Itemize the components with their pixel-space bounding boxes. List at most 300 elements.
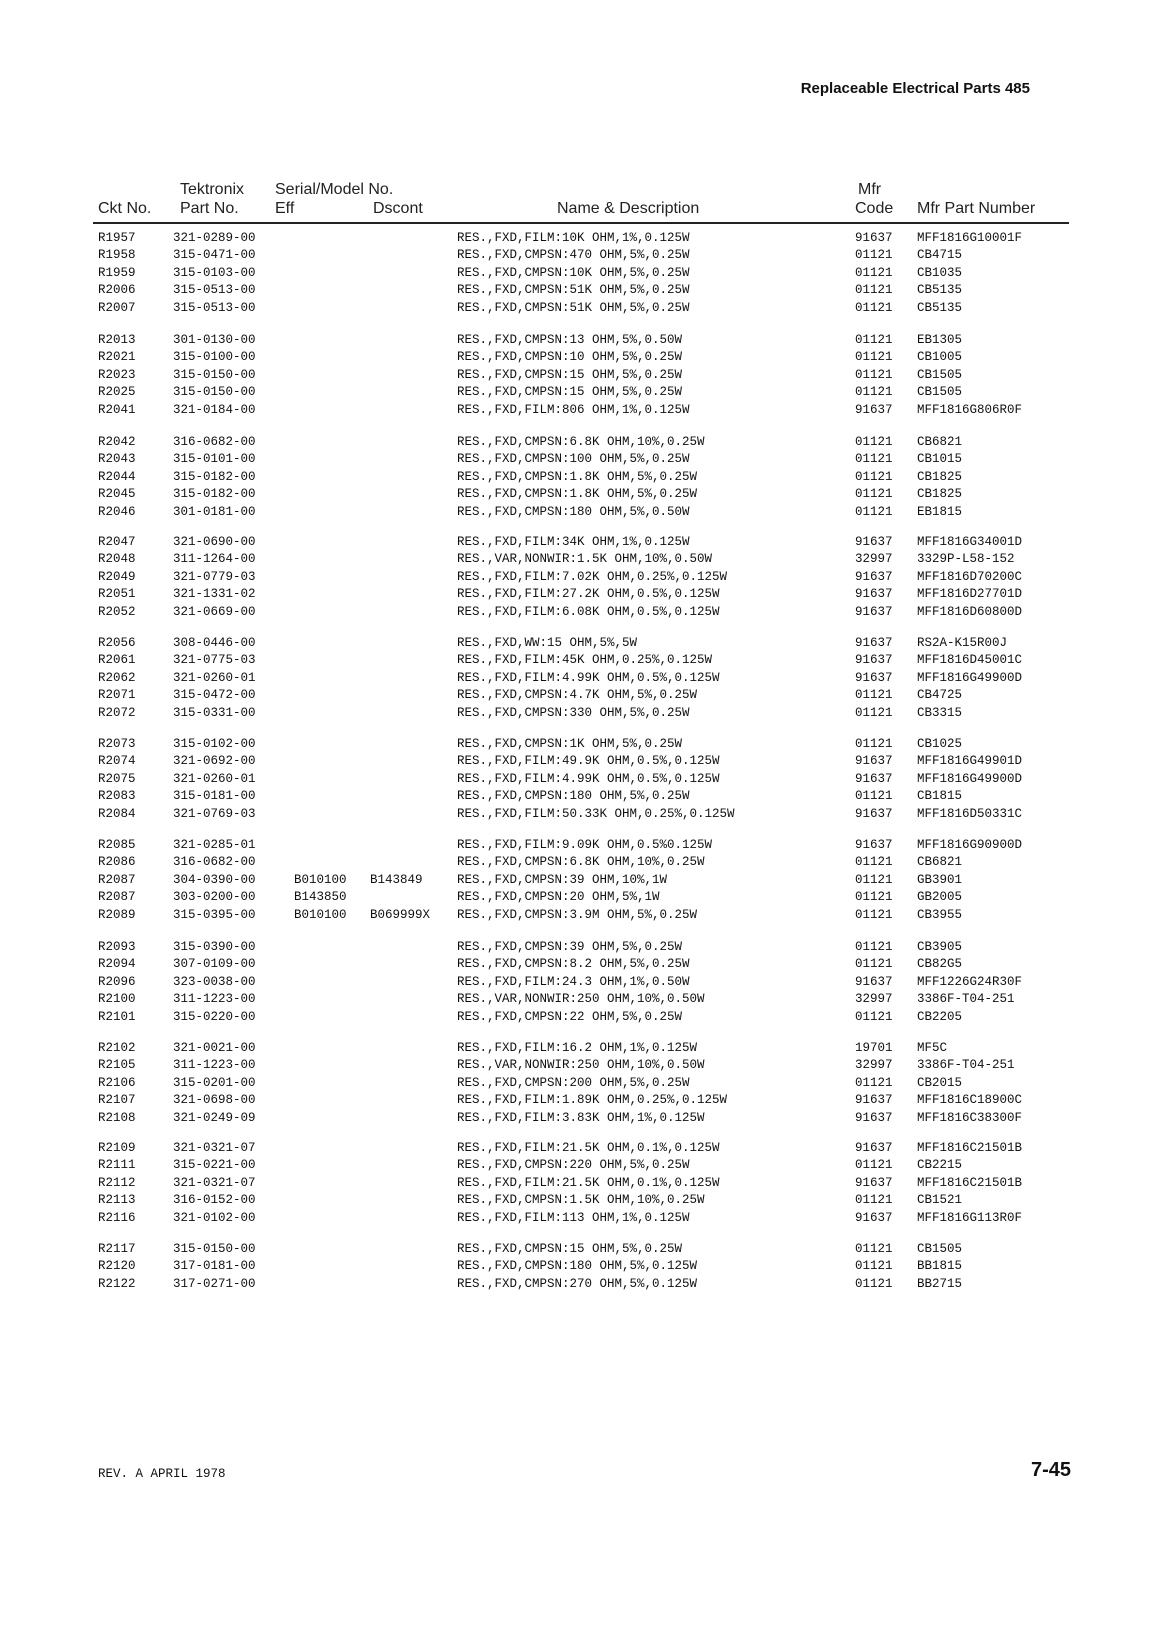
table-row <box>0 1176 1153 1193</box>
part-no-cell: 321-0775-03 <box>173 653 256 668</box>
revision-note: REV. A APRIL 1978 <box>98 1467 226 1481</box>
table-row <box>0 789 1153 806</box>
part-no-cell: 301-0181-00 <box>173 504 256 519</box>
table-row <box>0 957 1153 974</box>
ckt-no-cell: R2107 <box>98 1093 136 1108</box>
page-header-title: Replaceable Electrical Parts 485 <box>800 80 1030 97</box>
table-row <box>0 940 1153 957</box>
row-group <box>0 231 1153 318</box>
mfr-code-cell: 91637 <box>855 1141 893 1155</box>
part-no-cell: 315-0390-00 <box>173 940 256 954</box>
part-no-cell: 321-0102-00 <box>173 1210 256 1225</box>
mfr-part-number-cell: 3386F-T04-251 <box>917 992 1015 1007</box>
part-no-cell: 316-0152-00 <box>173 1193 256 1208</box>
part-no-cell: 321-0321-07 <box>173 1141 256 1155</box>
mfr-part-number-cell: MFF1816D60800D <box>917 604 1023 619</box>
table-row <box>0 653 1153 670</box>
mfr-part-number-cell: MFF1816C21501B <box>917 1175 1023 1190</box>
mfr-code-cell: 91637 <box>855 402 893 417</box>
part-no-cell: 303-0200-00 <box>173 890 256 905</box>
table-row <box>0 1111 1153 1128</box>
description-cell: RES.,FXD,CMPSN:8.2 OHM,5%,0.25W <box>457 957 690 972</box>
ckt-no-cell: R2109 <box>98 1141 136 1155</box>
part-no-cell: 321-0249-09 <box>173 1110 256 1125</box>
mfr-part-number-cell: CB1505 <box>917 385 963 400</box>
part-no-cell: 311-1223-00 <box>173 992 256 1007</box>
mfr-code-cell: 01121 <box>855 737 893 751</box>
mfr-part-number-cell: GB2005 <box>917 890 963 905</box>
description-cell: RES.,FXD,FILM:50.33K OHM,0.25%,0.125W <box>457 806 735 821</box>
table-row <box>0 1193 1153 1210</box>
part-no-cell: 315-0181-00 <box>173 789 256 804</box>
mfr-code-cell: 91637 <box>855 1175 893 1190</box>
col-mfr-part-number: Mfr Part Number <box>917 200 1036 217</box>
mfr-part-number-cell: CB1825 <box>917 487 963 502</box>
col-tektronix-label: Tektronix <box>180 181 245 198</box>
mfr-part-number-cell: CB82G5 <box>917 957 963 972</box>
mfr-code-cell: 01121 <box>855 1009 893 1024</box>
mfr-code-cell: 91637 <box>855 535 893 549</box>
ckt-no-cell: R2083 <box>98 789 136 804</box>
part-no-cell: 315-0101-00 <box>173 452 256 467</box>
mfr-part-number-cell: CB1521 <box>917 1193 963 1208</box>
col-part-no: Part No. <box>180 200 239 217</box>
mfr-part-number-cell: MFF1816G10001F <box>917 231 1023 245</box>
mfr-part-number-cell: CB3955 <box>917 907 963 922</box>
mfr-part-number-cell: MF5C <box>917 1041 948 1055</box>
description-cell: RES.,FXD,CMPSN:330 OHM,5%,0.25W <box>457 705 690 720</box>
mfr-code-cell: 01121 <box>855 1193 893 1208</box>
mfr-code-cell: 91637 <box>855 838 893 852</box>
mfr-part-number-cell: BB2715 <box>917 1276 963 1291</box>
col-serial-model: Serial/Model No. <box>275 181 394 198</box>
description-cell: RES.,VAR,NONWIR:250 OHM,10%,0.50W <box>457 1058 705 1073</box>
part-no-cell: 315-0102-00 <box>173 737 256 751</box>
table-row <box>0 283 1153 300</box>
ckt-no-cell: R2101 <box>98 1009 136 1024</box>
table-row <box>0 435 1153 452</box>
part-no-cell: 315-0201-00 <box>173 1075 256 1090</box>
ckt-no-cell: R1959 <box>98 265 136 280</box>
table-row <box>0 1242 1153 1259</box>
col-ckt-no: Ckt No. <box>98 200 152 217</box>
description-cell: RES.,FXD,CMPSN:180 OHM,5%,0.125W <box>457 1259 698 1274</box>
table-row <box>0 636 1153 653</box>
description-cell: RES.,FXD,CMPSN:1K OHM,5%,0.25W <box>457 737 683 751</box>
table-row <box>0 1211 1153 1228</box>
mfr-code-cell: 01121 <box>855 487 893 502</box>
description-cell: RES.,FXD,FILM:10K OHM,1%,0.125W <box>457 231 690 245</box>
mfr-code-cell: 01121 <box>855 1259 893 1274</box>
part-no-cell: 321-0184-00 <box>173 402 256 417</box>
ckt-no-cell: R2096 <box>98 974 136 989</box>
description-cell: RES.,FXD,FILM:113 OHM,1%,0.125W <box>457 1210 690 1225</box>
mfr-code-cell: 01121 <box>855 248 893 263</box>
row-group <box>0 940 1153 1027</box>
mfr-code-cell: 91637 <box>855 604 893 619</box>
ckt-no-cell: R2042 <box>98 435 136 449</box>
mfr-part-number-cell: MFF1816G49901D <box>917 754 1023 769</box>
mfr-part-number-cell: 3329P-L58-152 <box>917 552 1015 567</box>
mfr-part-number-cell: CB2215 <box>917 1158 963 1173</box>
mfr-part-number-cell: MFF1816C38300F <box>917 1110 1023 1125</box>
mfr-code-cell: 91637 <box>855 1093 893 1108</box>
description-cell: RES.,FXD,CMPSN:39 OHM,5%,0.25W <box>457 940 683 954</box>
ckt-no-cell: R2094 <box>98 957 136 972</box>
mfr-code-cell: 01121 <box>855 504 893 519</box>
mfr-code-cell: 01121 <box>855 1158 893 1173</box>
part-no-cell: 307-0109-00 <box>173 957 256 972</box>
row-group <box>0 737 1153 824</box>
part-no-cell: 315-0472-00 <box>173 688 256 703</box>
part-no-cell: 321-0321-07 <box>173 1175 256 1190</box>
row-group <box>0 535 1153 622</box>
mfr-part-number-cell: CB1505 <box>917 367 963 382</box>
ckt-no-cell: R2093 <box>98 940 136 954</box>
part-no-cell: 315-0103-00 <box>173 265 256 280</box>
ckt-no-cell: R1957 <box>98 231 136 245</box>
mfr-part-number-cell: MFF1816D70200C <box>917 569 1023 584</box>
mfr-part-number-cell: MFF1816G113R0F <box>917 1210 1023 1225</box>
table-row <box>0 908 1153 925</box>
table-row <box>0 470 1153 487</box>
mfr-part-number-cell: MFF1816D45001C <box>917 653 1023 668</box>
description-cell: RES.,FXD,FILM:806 OHM,1%,0.125W <box>457 402 690 417</box>
part-no-cell: 316-0682-00 <box>173 435 256 449</box>
table-row <box>0 570 1153 587</box>
mfr-code-cell: 01121 <box>855 1075 893 1090</box>
mfr-part-number-cell: CB2205 <box>917 1009 963 1024</box>
mfr-part-number-cell: CB1505 <box>917 1242 963 1256</box>
ckt-no-cell: R2120 <box>98 1259 136 1274</box>
ckt-no-cell: R2100 <box>98 992 136 1007</box>
part-no-cell: 315-0182-00 <box>173 469 256 484</box>
table-row <box>0 333 1153 350</box>
ckt-no-cell: R2106 <box>98 1075 136 1090</box>
description-cell: RES.,FXD,CMPSN:220 OHM,5%,0.25W <box>457 1158 690 1173</box>
description-cell: RES.,FXD,CMPSN:180 OHM,5%,0.25W <box>457 789 690 804</box>
part-no-cell: 315-0150-00 <box>173 367 256 382</box>
part-no-cell: 316-0682-00 <box>173 855 256 870</box>
mfr-code-cell: 32997 <box>855 992 893 1007</box>
description-cell: RES.,FXD,CMPSN:200 OHM,5%,0.25W <box>457 1075 690 1090</box>
mfr-code-cell: 32997 <box>855 552 893 567</box>
part-no-cell: 315-0221-00 <box>173 1158 256 1173</box>
ckt-no-cell: R2025 <box>98 385 136 400</box>
ckt-no-cell: R2087 <box>98 872 136 887</box>
description-cell: RES.,FXD,CMPSN:10 OHM,5%,0.25W <box>457 350 683 365</box>
mfr-part-number-cell: CB1015 <box>917 452 963 467</box>
description-cell: RES.,FXD,FILM:21.5K OHM,0.1%,0.125W <box>457 1175 720 1190</box>
ckt-no-cell: R2111 <box>98 1158 136 1173</box>
description-cell: RES.,FXD,CMPSN:51K OHM,5%,0.25W <box>457 300 690 315</box>
description-cell: RES.,FXD,FILM:21.5K OHM,0.1%,0.125W <box>457 1141 720 1155</box>
ckt-no-cell: R2006 <box>98 283 136 298</box>
mfr-code-cell: 01121 <box>855 940 893 954</box>
part-no-cell: 321-0690-00 <box>173 535 256 549</box>
ckt-no-cell: R2108 <box>98 1110 136 1125</box>
mfr-part-number-cell: CB3905 <box>917 940 963 954</box>
ckt-no-cell: R2071 <box>98 688 136 703</box>
part-no-cell: 321-0289-00 <box>173 231 256 245</box>
mfr-part-number-cell: EB1815 <box>917 504 963 519</box>
description-cell: RES.,VAR,NONWIR:1.5K OHM,10%,0.50W <box>457 552 713 567</box>
row-group <box>0 1041 1153 1128</box>
mfr-code-cell: 01121 <box>855 367 893 382</box>
ckt-no-cell: R2087 <box>98 890 136 905</box>
mfr-code-cell: 91637 <box>855 569 893 584</box>
description-cell: RES.,FXD,CMPSN:3.9M OHM,5%,0.25W <box>457 907 698 922</box>
ckt-no-cell: R2073 <box>98 737 136 751</box>
ckt-no-cell: R2056 <box>98 636 136 650</box>
description-cell: RES.,FXD,CMPSN:1.5K OHM,10%,0.25W <box>457 1193 705 1208</box>
description-cell: RES.,FXD,FILM:4.99K OHM,0.5%,0.125W <box>457 771 720 786</box>
description-cell: RES.,FXD,CMPSN:1.8K OHM,5%,0.25W <box>457 487 698 502</box>
description-cell: RES.,FXD,CMPSN:270 OHM,5%,0.125W <box>457 1276 698 1291</box>
part-no-cell: 315-0513-00 <box>173 283 256 298</box>
part-no-cell: 301-0130-00 <box>173 333 256 347</box>
ckt-no-cell: R2112 <box>98 1175 136 1190</box>
table-row <box>0 873 1153 890</box>
mfr-part-number-cell: CB6821 <box>917 435 963 449</box>
mfr-part-number-cell: CB5135 <box>917 300 963 315</box>
table-row <box>0 754 1153 771</box>
description-cell: RES.,FXD,CMPSN:100 OHM,5%,0.25W <box>457 452 690 467</box>
table-row <box>0 737 1153 754</box>
ckt-no-cell: R2072 <box>98 705 136 720</box>
ckt-no-cell: R2085 <box>98 838 136 852</box>
mfr-part-number-cell: MFF1816C21501B <box>917 1141 1023 1155</box>
mfr-code-cell: 01121 <box>855 1276 893 1291</box>
part-no-cell: 311-1264-00 <box>173 552 256 567</box>
part-no-cell: 321-0769-03 <box>173 806 256 821</box>
table-row <box>0 1093 1153 1110</box>
mfr-part-number-cell: 3386F-T04-251 <box>917 1058 1015 1073</box>
page-number: 7-45 <box>1030 1459 1071 1481</box>
mfr-code-cell: 01121 <box>855 300 893 315</box>
col-eff: Eff <box>275 200 295 217</box>
description-cell: RES.,FXD,CMPSN:180 OHM,5%,0.50W <box>457 504 690 519</box>
col-dscont: Dscont <box>373 200 423 217</box>
table-row <box>0 231 1153 248</box>
description-cell: RES.,FXD,CMPSN:6.8K OHM,10%,0.25W <box>457 855 705 870</box>
description-cell: RES.,FXD,FILM:6.08K OHM,0.5%,0.125W <box>457 604 720 619</box>
mfr-code-cell: 01121 <box>855 688 893 703</box>
row-group <box>0 1141 1153 1228</box>
part-no-cell: 321-0692-00 <box>173 754 256 769</box>
mfr-part-number-cell: MFF1816G49900D <box>917 670 1023 685</box>
part-no-cell: 321-1331-02 <box>173 587 256 602</box>
mfr-code-cell: 01121 <box>855 855 893 870</box>
ckt-no-cell: R2086 <box>98 855 136 870</box>
mfr-code-cell: 91637 <box>855 587 893 602</box>
description-cell: RES.,FXD,CMPSN:10K OHM,5%,0.25W <box>457 265 690 280</box>
table-row <box>0 992 1153 1009</box>
ckt-no-cell: R2075 <box>98 771 136 786</box>
mfr-code-cell: 91637 <box>855 653 893 668</box>
mfr-code-cell: 01121 <box>855 705 893 720</box>
ckt-no-cell: R2047 <box>98 535 136 549</box>
ckt-no-cell: R2041 <box>98 402 136 417</box>
table-row <box>0 266 1153 283</box>
row-group <box>0 435 1153 522</box>
part-no-cell: 315-0150-00 <box>173 1242 256 1256</box>
description-cell: RES.,FXD,FILM:1.89K OHM,0.25%,0.125W <box>457 1093 728 1108</box>
col-mfr-label: Mfr <box>858 181 882 198</box>
mfr-part-number-cell: CB2015 <box>917 1075 963 1090</box>
mfr-code-cell: 01121 <box>855 350 893 365</box>
mfr-part-number-cell: CB4725 <box>917 688 963 703</box>
table-row <box>0 301 1153 318</box>
table-row <box>0 487 1153 504</box>
row-group <box>0 636 1153 723</box>
description-cell: RES.,FXD,CMPSN:15 OHM,5%,0.25W <box>457 1242 683 1256</box>
mfr-part-number-cell: EB1305 <box>917 333 963 347</box>
mfr-part-number-cell: MFF1816G90900D <box>917 838 1023 852</box>
part-no-cell: 315-0395-00 <box>173 907 256 922</box>
ckt-no-cell: R2021 <box>98 350 136 365</box>
table-row <box>0 890 1153 907</box>
description-cell: RES.,FXD,FILM:27.2K OHM,0.5%,0.125W <box>457 587 720 602</box>
table-row <box>0 1076 1153 1093</box>
mfr-code-cell: 91637 <box>855 754 893 769</box>
description-cell: RES.,FXD,FILM:34K OHM,1%,0.125W <box>457 535 690 549</box>
mfr-code-cell: 01121 <box>855 789 893 804</box>
mfr-part-number-cell: MFF1816G49900D <box>917 771 1023 786</box>
table-row <box>0 1058 1153 1075</box>
row-group <box>0 1242 1153 1294</box>
eff-cell: B010100 <box>294 872 347 887</box>
mfr-code-cell: 01121 <box>855 283 893 298</box>
ckt-no-cell: R2046 <box>98 504 136 519</box>
part-no-cell: 311-1223-00 <box>173 1058 256 1073</box>
ckt-no-cell: R2062 <box>98 670 136 685</box>
description-cell: RES.,FXD,FILM:24.3 OHM,1%,0.50W <box>457 974 690 989</box>
part-no-cell: 321-0669-00 <box>173 604 256 619</box>
description-cell: RES.,FXD,FILM:7.02K OHM,0.25%,0.125W <box>457 569 728 584</box>
description-cell: RES.,FXD,FILM:45K OHM,0.25%,0.125W <box>457 653 713 668</box>
dscont-cell: B143849 <box>370 872 423 887</box>
mfr-code-cell: 01121 <box>855 469 893 484</box>
table-row <box>0 350 1153 367</box>
part-no-cell: 321-0260-01 <box>173 771 256 786</box>
mfr-part-number-cell: CB1815 <box>917 789 963 804</box>
mfr-part-number-cell: CB3315 <box>917 705 963 720</box>
ckt-no-cell: R2074 <box>98 754 136 769</box>
part-no-cell: 315-0471-00 <box>173 248 256 263</box>
mfr-part-number-cell: CB6821 <box>917 855 963 870</box>
part-no-cell: 321-0698-00 <box>173 1093 256 1108</box>
part-no-cell: 315-0331-00 <box>173 705 256 720</box>
description-cell: RES.,VAR,NONWIR:250 OHM,10%,0.50W <box>457 992 705 1007</box>
part-no-cell: 321-0779-03 <box>173 569 256 584</box>
ckt-no-cell: R2102 <box>98 1041 136 1055</box>
ckt-no-cell: R2113 <box>98 1193 136 1208</box>
mfr-code-cell: 01121 <box>855 385 893 400</box>
table-row <box>0 1010 1153 1027</box>
mfr-part-number-cell: MFF1226G24R30F <box>917 974 1023 989</box>
table-row <box>0 605 1153 622</box>
ckt-no-cell: R2084 <box>98 806 136 821</box>
part-no-cell: 315-0100-00 <box>173 350 256 365</box>
description-cell: RES.,FXD,CMPSN:6.8K OHM,10%,0.25W <box>457 435 705 449</box>
ckt-no-cell: R2089 <box>98 907 136 922</box>
part-no-cell: 315-0182-00 <box>173 487 256 502</box>
table-row <box>0 587 1153 604</box>
eff-cell: B143850 <box>294 890 347 905</box>
description-cell: RES.,FXD,WW:15 OHM,5%,5W <box>457 636 638 650</box>
col-name-description: Name & Description <box>557 200 700 217</box>
mfr-code-cell: 32997 <box>855 1058 893 1073</box>
ckt-no-cell: R2044 <box>98 469 136 484</box>
dscont-cell: B069999X <box>370 907 431 922</box>
mfr-part-number-cell: MFF1816G806R0F <box>917 402 1023 417</box>
part-no-cell: 317-0271-00 <box>173 1276 256 1291</box>
ckt-no-cell: R2023 <box>98 367 136 382</box>
part-no-cell: 321-0260-01 <box>173 670 256 685</box>
mfr-code-cell: 91637 <box>855 974 893 989</box>
table-row <box>0 1158 1153 1175</box>
description-cell: RES.,FXD,FILM:49.9K OHM,0.5%,0.125W <box>457 754 720 769</box>
table-row <box>0 552 1153 569</box>
mfr-code-cell: 01121 <box>855 452 893 467</box>
description-cell: RES.,FXD,CMPSN:20 OHM,5%,1W <box>457 890 660 905</box>
table-row <box>0 403 1153 420</box>
ckt-no-cell: R2105 <box>98 1058 136 1073</box>
description-cell: RES.,FXD,FILM:9.09K OHM,0.5%0.125W <box>457 838 713 852</box>
description-cell: RES.,FXD,CMPSN:1.8K OHM,5%,0.25W <box>457 469 698 484</box>
description-cell: RES.,FXD,CMPSN:51K OHM,5%,0.25W <box>457 283 690 298</box>
table-row <box>0 838 1153 855</box>
ckt-no-cell: R2061 <box>98 653 136 668</box>
header-rule <box>93 222 1069 224</box>
table-row <box>0 1259 1153 1276</box>
part-no-cell: 315-0220-00 <box>173 1009 256 1024</box>
table-row <box>0 671 1153 688</box>
table-row <box>0 505 1153 522</box>
ckt-no-cell: R2007 <box>98 300 136 315</box>
mfr-code-cell: 19701 <box>855 1041 893 1055</box>
table-row <box>0 807 1153 824</box>
description-cell: RES.,FXD,CMPSN:13 OHM,5%,0.50W <box>457 333 683 347</box>
part-no-cell: 317-0181-00 <box>173 1259 256 1274</box>
ckt-no-cell: R1958 <box>98 248 136 263</box>
mfr-part-number-cell: CB4715 <box>917 248 963 263</box>
part-no-cell: 323-0038-00 <box>173 974 256 989</box>
part-no-cell: 304-0390-00 <box>173 872 256 887</box>
mfr-code-cell: 01121 <box>855 872 893 887</box>
description-cell: RES.,FXD,FILM:4.99K OHM,0.5%,0.125W <box>457 670 720 685</box>
mfr-code-cell: 91637 <box>855 670 893 685</box>
ckt-no-cell: R2013 <box>98 333 136 347</box>
ckt-no-cell: R2051 <box>98 587 136 602</box>
mfr-code-cell: 01121 <box>855 435 893 449</box>
mfr-part-number-cell: GB3901 <box>917 872 963 887</box>
mfr-part-number-cell: MFF1816G34001D <box>917 535 1023 549</box>
col-mfr-code: Code <box>855 200 894 217</box>
description-cell: RES.,FXD,CMPSN:470 OHM,5%,0.25W <box>457 248 690 263</box>
description-cell: RES.,FXD,CMPSN:22 OHM,5%,0.25W <box>457 1009 683 1024</box>
description-cell: RES.,FXD,FILM:16.2 OHM,1%,0.125W <box>457 1041 698 1055</box>
mfr-part-number-cell: CB1035 <box>917 265 963 280</box>
mfr-code-cell: 01121 <box>855 890 893 905</box>
ckt-no-cell: R2116 <box>98 1210 136 1225</box>
mfr-code-cell: 01121 <box>855 333 893 347</box>
mfr-code-cell: 91637 <box>855 1210 893 1225</box>
description-cell: RES.,FXD,FILM:3.83K OHM,1%,0.125W <box>457 1110 705 1125</box>
ckt-no-cell: R2049 <box>98 569 136 584</box>
part-no-cell: 308-0446-00 <box>173 636 256 650</box>
